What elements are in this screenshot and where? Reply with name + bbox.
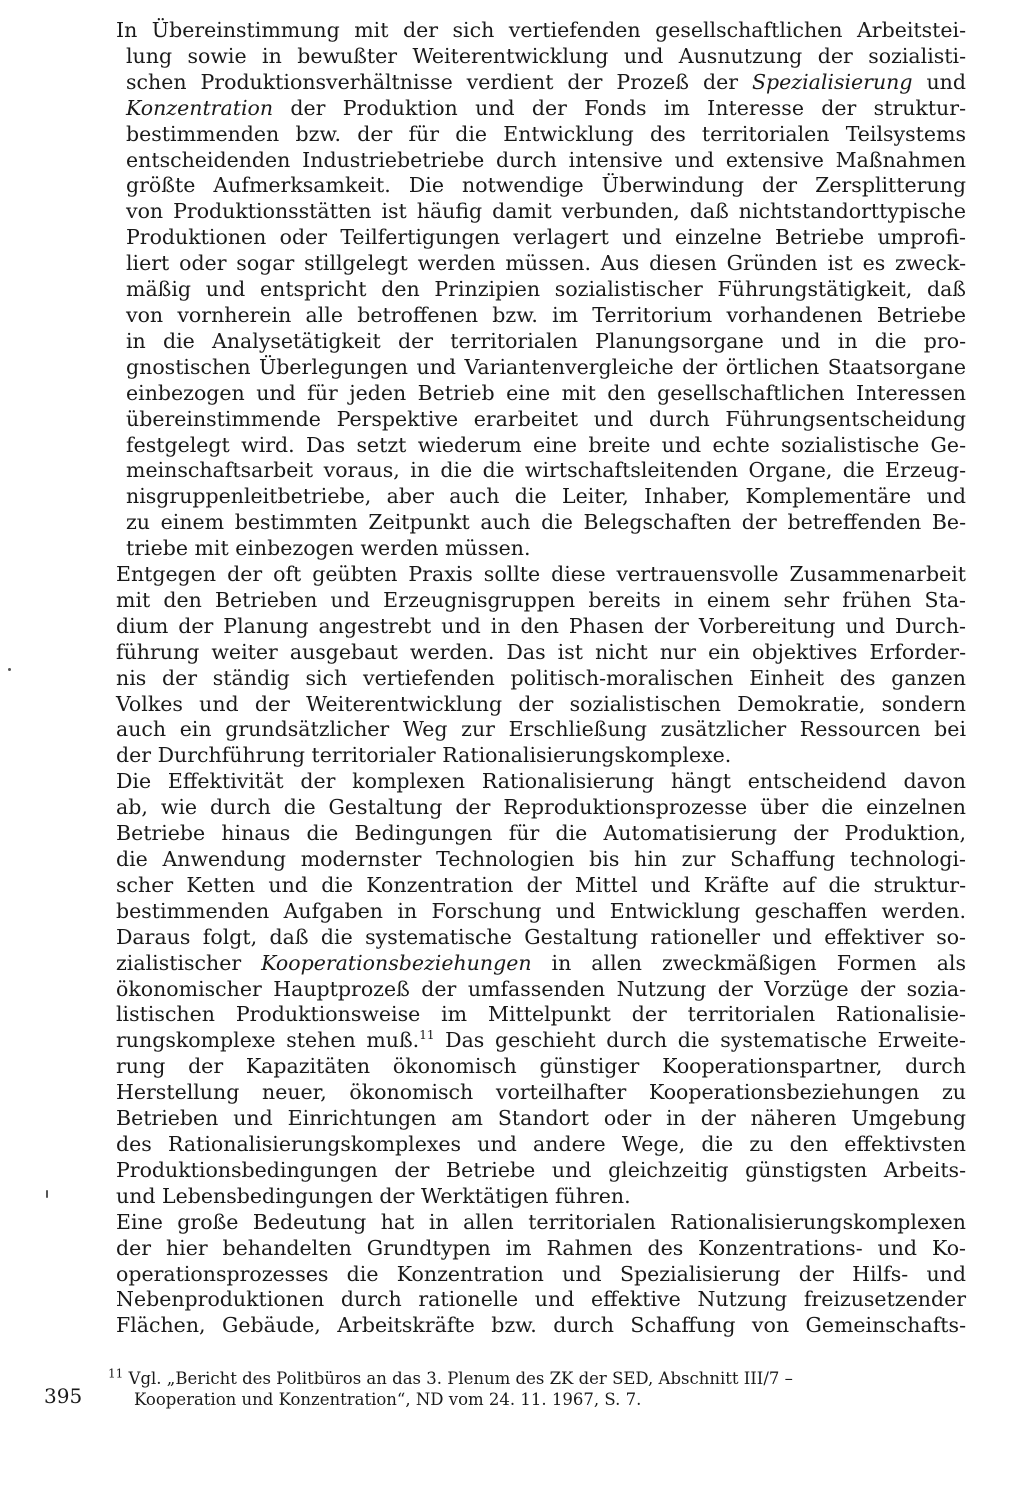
text-line bbox=[116, 122, 966, 148]
text-line bbox=[116, 873, 966, 899]
text-segment: auch ein grundsätzlicher Weg zur Erschließung zusätzlicher Ressourcen bei bbox=[116, 717, 966, 742]
emphasis-text: Konzentration bbox=[126, 95, 274, 120]
text-segment: der hier behandelten Grundtypen im Rahmen des Konzentrations- und Ko- bbox=[116, 1235, 966, 1260]
text-segment: mit den Betrieben und Erzeugnisgruppen bereits in einem sehr frühen Sta- bbox=[116, 587, 966, 612]
text-line bbox=[116, 277, 966, 303]
text-line bbox=[116, 666, 966, 692]
text-line bbox=[116, 44, 966, 70]
text-segment: In Übereinstimmung mit der sich vertiefenden gesellschaftlichen Arbeitstei- bbox=[116, 18, 966, 42]
text-line bbox=[116, 1184, 966, 1210]
footnote-line-1 bbox=[108, 1368, 960, 1389]
text-segment: Die Effektivität der komplexen Rationalisierung hängt entscheidend davon bbox=[116, 769, 966, 794]
text-line bbox=[116, 1236, 966, 1262]
text-segment: schen Produktionsverhältnisse verdient der Prozeß der bbox=[126, 69, 752, 94]
text-line bbox=[116, 1313, 966, 1339]
text-segment: Produktionen oder Teilfertigungen verlagert und einzelne Betriebe umprofi- bbox=[126, 225, 966, 250]
text-segment: operationsprozesses die Konzentration und Spezialisierung der Hilfs- und bbox=[116, 1261, 966, 1286]
text-segment: ab, wie durch die Gestaltung der Reproduktionsprozesse über die einzelnen bbox=[116, 795, 966, 820]
text-segment: einbezogen und für jeden Betrieb eine mit den gesellschaftlichen Interessen bbox=[126, 380, 966, 405]
body-text bbox=[116, 18, 966, 1339]
text-segment: der Produktion und der Fonds im Interesse der struktur- bbox=[273, 95, 966, 120]
text-line bbox=[116, 899, 966, 925]
text-segment: von vornherein alle betroffenen bzw. im Territorium vorhandenen Betriebe bbox=[126, 302, 966, 327]
text-segment: der Durchführung territorialer Rationalisierungskomplexe. bbox=[116, 743, 732, 768]
paragraph bbox=[116, 18, 966, 562]
text-segment: Eine große Bedeutung hat in allen territorialen Rationalisierungskomplexen bbox=[116, 1209, 966, 1234]
text-line bbox=[116, 951, 966, 977]
text-line bbox=[116, 355, 966, 381]
text-segment: rung der Kapazitäten ökonomisch günstiger Kooperationspartner, durch bbox=[116, 1054, 966, 1079]
text-line bbox=[116, 614, 966, 640]
text-line bbox=[116, 692, 966, 718]
text-segment: größte Aufmerksamkeit. Die notwendige Überwindung der Zersplitterung bbox=[126, 173, 966, 198]
text-segment: lung sowie in bewußter Weiterentwicklung und Ausnutzung der sozialisti- bbox=[126, 43, 966, 68]
text-segment: Entgegen der oft geübten Praxis sollte diese vertrauensvolle Zusammenarbeit bbox=[116, 562, 966, 587]
text-segment: in allen zweckmäßigen Formen als bbox=[531, 950, 966, 975]
text-line bbox=[116, 148, 966, 174]
text-segment: bestimmenden bzw. der für die Entwicklung des territorialen Teilsystems bbox=[126, 121, 966, 146]
text-segment: und Lebensbedingungen der Werktätigen führen. bbox=[116, 1183, 631, 1208]
text-segment: listischen Produktionsweise im Mittelpunkt der territorialen Rationalisie- bbox=[116, 1002, 966, 1027]
text-line bbox=[116, 1132, 966, 1158]
text-line bbox=[116, 303, 966, 329]
text-segment: dium der Planung angestrebt und in den Phasen der Vorbereitung und Durch- bbox=[116, 613, 966, 638]
text-segment: zu einem bestimmten Zeitpunkt auch die Belegschaften der betreffenden Be- bbox=[126, 510, 966, 535]
footnote-marker: 11 bbox=[108, 1366, 124, 1381]
text-line bbox=[116, 769, 966, 795]
text-segment: scher Ketten und die Konzentration der Mittel und Kräfte auf die struktur- bbox=[116, 872, 966, 897]
print-speck bbox=[46, 1190, 48, 1198]
text-segment: entscheidenden Industriebetriebe durch intensive und extensive Maßnahmen bbox=[126, 147, 966, 172]
text-line bbox=[116, 536, 966, 562]
text-line bbox=[116, 96, 966, 122]
text-segment: des Rationalisierungskomplexes und andere Wege, die zu den effektivsten bbox=[116, 1131, 966, 1156]
text-line bbox=[116, 821, 966, 847]
text-segment: Betrieben und Einrichtungen am Standort oder in der näheren Umgebung bbox=[116, 1106, 966, 1131]
text-line bbox=[116, 458, 966, 484]
text-segment: festgelegt wird. Das setzt wiederum eine breite und echte sozialistische Ge- bbox=[126, 432, 966, 457]
paragraph bbox=[116, 562, 966, 769]
text-segment: liert oder sogar stillgelegt werden müssen. Aus diesen Gründen ist es zweck- bbox=[126, 251, 966, 276]
text-line bbox=[116, 562, 966, 588]
text-line bbox=[116, 925, 966, 951]
text-line bbox=[116, 199, 966, 225]
footnote-text-1: Vgl. „Bericht des Politbüros an das 3. Plenum des ZK der SED, Abschnitt III/7 – bbox=[128, 1369, 793, 1388]
text-line bbox=[116, 717, 966, 743]
emphasis-text: Kooperationsbeziehungen bbox=[261, 950, 532, 975]
text-segment: führung weiter ausgebaut werden. Das ist nicht nur ein objektives Erforder- bbox=[116, 639, 966, 664]
text-line bbox=[116, 1287, 966, 1313]
text-line bbox=[116, 1002, 966, 1028]
text-line bbox=[116, 977, 966, 1003]
page-number: 395 bbox=[44, 1384, 83, 1408]
text-line bbox=[116, 70, 966, 96]
text-segment: und bbox=[912, 69, 967, 94]
text-line bbox=[116, 484, 966, 510]
text-line bbox=[116, 588, 966, 614]
text-segment: Volkes und der Weiterentwicklung der sozialistischen Demokratie, sondern bbox=[116, 691, 966, 716]
text-line bbox=[116, 381, 966, 407]
text-segment: triebe mit einbezogen werden müssen. bbox=[126, 536, 531, 561]
text-segment: Daraus folgt, daß die systematische Gestaltung rationeller und effektiver so- bbox=[116, 924, 966, 949]
text-line bbox=[116, 847, 966, 873]
text-segment: gnostischen Überlegungen und Variantenvergleiche der örtlichen Staatsorgane bbox=[126, 354, 966, 379]
text-segment: meinschaftsarbeit voraus, in die die wirtschaftsleitenden Organe, die Erzeug- bbox=[126, 458, 966, 483]
text-line bbox=[116, 1158, 966, 1184]
text-segment: Herstellung neuer, ökonomisch vorteilhafter Kooperationsbeziehungen zu bbox=[116, 1080, 966, 1105]
text-line bbox=[116, 1262, 966, 1288]
text-line bbox=[116, 1054, 966, 1080]
footnote-line-2: Kooperation und Konzentration“, ND vom 24. 11. 1967, S. 7. bbox=[134, 1390, 642, 1409]
text-line bbox=[116, 433, 966, 459]
emphasis-text: Spezialisierung bbox=[751, 69, 913, 94]
footnote bbox=[108, 1368, 960, 1410]
footnote-reference: 11 bbox=[419, 1028, 435, 1043]
text-line bbox=[116, 407, 966, 433]
text-segment: nis der ständig sich vertiefenden politisch-moralischen Einheit des ganzen bbox=[116, 665, 966, 690]
text-line bbox=[116, 743, 966, 769]
text-line bbox=[116, 225, 966, 251]
text-segment: Nebenproduktionen durch rationelle und effektive Nutzung freizusetzender bbox=[116, 1287, 966, 1312]
text-segment: in die Analysetätigkeit der territorialen Planungsorgane und in die pro- bbox=[126, 328, 966, 353]
text-segment: zialistischer bbox=[116, 950, 262, 975]
paragraph bbox=[116, 1210, 966, 1340]
text-line bbox=[116, 640, 966, 666]
text-segment: Produktionsbedingungen der Betriebe und gleichzeitig günstigsten Arbeits- bbox=[116, 1157, 966, 1182]
text-line bbox=[116, 329, 966, 355]
print-speck bbox=[8, 668, 11, 671]
text-line bbox=[116, 795, 966, 821]
text-line bbox=[116, 1028, 966, 1054]
text-segment: rungskomplexe stehen muß. bbox=[116, 1028, 420, 1053]
text-segment: übereinstimmende Perspektive erarbeitet und durch Führungsentscheidung bbox=[126, 406, 966, 431]
text-segment: Betriebe hinaus die Bedingungen für die Automatisierung der Produktion, bbox=[116, 821, 966, 846]
text-segment: bestimmenden Aufgaben in Forschung und Entwicklung geschaffen werden. bbox=[116, 898, 966, 923]
text-segment: Flächen, Gebäude, Arbeitskräfte bzw. durch Schaffung von Gemeinschafts- bbox=[116, 1313, 966, 1338]
paragraph bbox=[116, 769, 966, 1209]
text-line bbox=[116, 251, 966, 277]
text-line bbox=[116, 173, 966, 199]
text-line bbox=[116, 510, 966, 536]
text-line bbox=[116, 1210, 966, 1236]
text-segment: ökonomischer Hauptprozeß der umfassenden Nutzung der Vorzüge der sozia- bbox=[116, 976, 966, 1001]
text-line bbox=[116, 1106, 966, 1132]
text-segment: Das geschieht durch die systematische Erweite- bbox=[434, 1028, 966, 1053]
text-segment: nisgruppenleitbetriebe, aber auch die Leiter, Inhaber, Komplementäre und bbox=[126, 484, 966, 509]
text-segment: mäßig und entspricht den Prinzipien sozialistischer Führungstätigkeit, daß bbox=[126, 277, 966, 302]
text-line bbox=[116, 1080, 966, 1106]
text-segment: von Produktionsstätten ist häufig damit verbunden, daß nichtstandorttypische bbox=[126, 199, 966, 224]
text-line bbox=[116, 18, 966, 44]
text-segment: die Anwendung modernster Technologien bis hin zur Schaffung technologi- bbox=[116, 847, 966, 871]
